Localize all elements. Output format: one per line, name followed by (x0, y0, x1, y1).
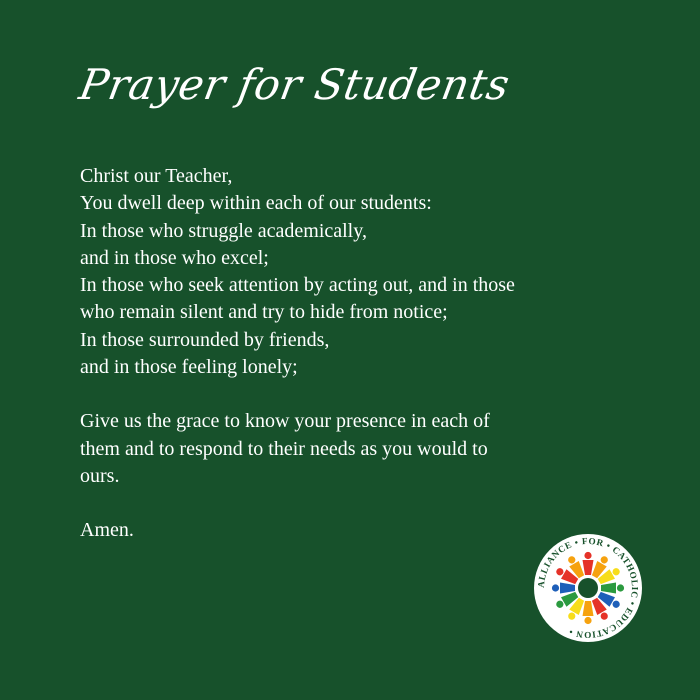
alliance-logo (533, 533, 643, 643)
prayer-line: Give us the grace to know your presence in each of (80, 410, 490, 433)
prayer-line: In those who struggle academically, (80, 219, 367, 242)
prayer-line: and in those who excel; (80, 246, 269, 269)
logo-figure-head (552, 584, 559, 591)
alliance-logo-graphic (533, 533, 643, 643)
prayer-line: who remain silent and try to hide from notice; (80, 301, 448, 324)
logo-ring-text: ALLIANCE • FOR • CATHOLIC • EDUCATION • (535, 535, 641, 641)
prayer-line: In those who seek attention by acting out, and in those (80, 274, 515, 297)
page-title: Prayer for Students (75, 60, 514, 109)
logo-center (578, 578, 598, 598)
prayer-line: Christ our Teacher, (80, 165, 233, 187)
stanza-gap (80, 381, 640, 408)
prayer-text (80, 163, 640, 545)
prayer-line: ours. (80, 464, 120, 487)
closing-line: Amen. (80, 519, 134, 542)
prayer-line: In those surrounded by friends, (80, 328, 330, 351)
prayer-line: them and to respond to their needs as you would to (80, 437, 488, 460)
stanza-gap (80, 490, 640, 517)
logo-figure-head (584, 617, 591, 624)
prayer-line: You dwell deep within each of our students: (80, 192, 432, 215)
logo-figure-head (584, 552, 591, 559)
logo-figure-head (617, 584, 624, 591)
prayer-line: and in those feeling lonely; (80, 356, 298, 379)
